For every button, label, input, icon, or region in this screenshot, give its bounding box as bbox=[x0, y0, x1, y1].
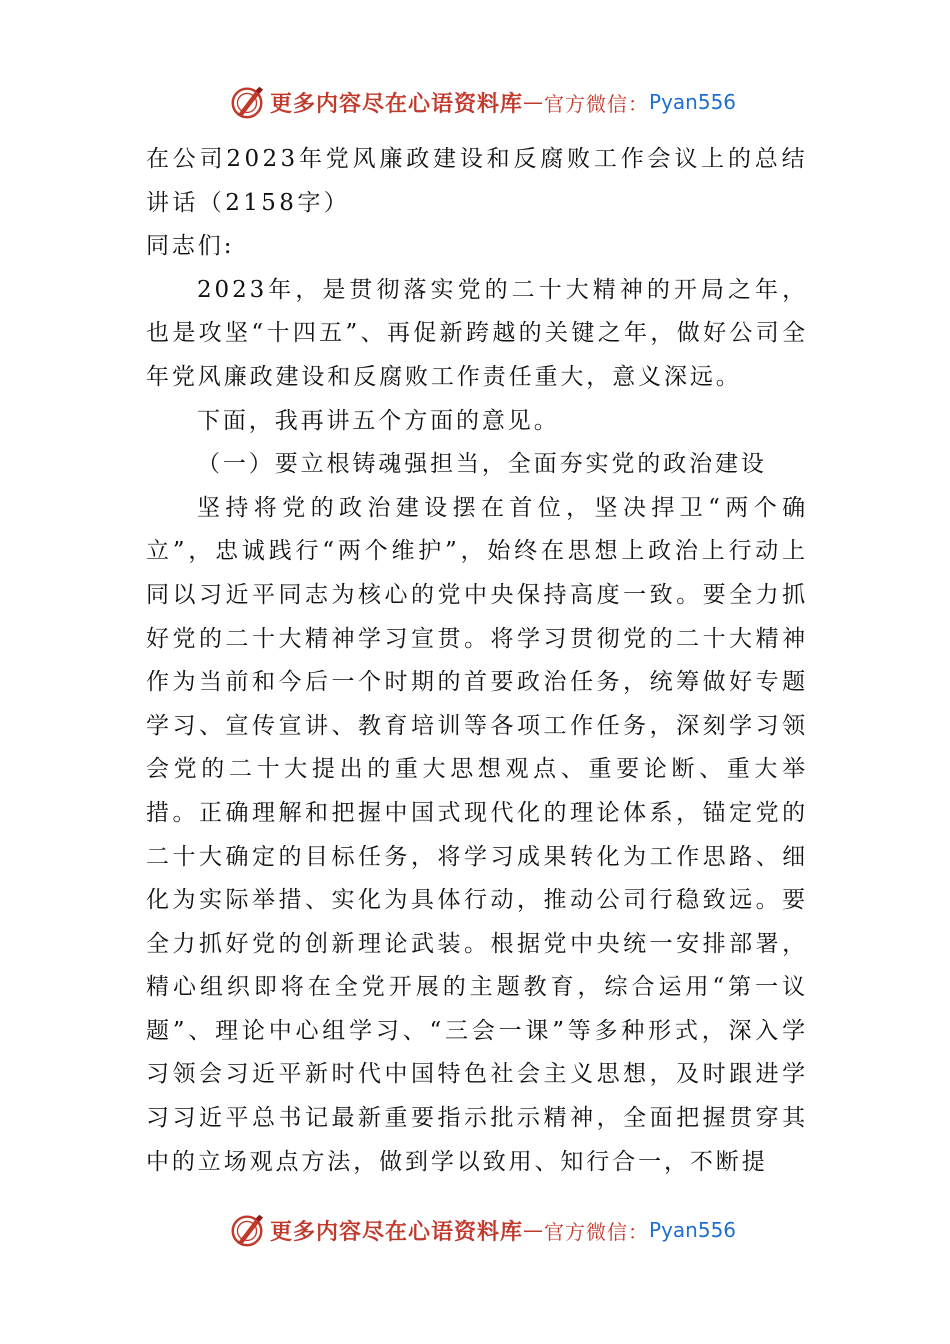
banner-site-text: 更多内容尽在心语资料库 bbox=[270, 91, 524, 117]
document-title: 在公司2023年党风廉政建设和反腐败工作会议上的总结讲话（2158字） bbox=[146, 146, 808, 216]
banner-wechat-id: Pyan556 bbox=[649, 90, 737, 114]
footer-watermark-banner bbox=[228, 1210, 748, 1250]
banner-dash: — bbox=[523, 90, 545, 114]
quill-seal-icon bbox=[228, 1211, 266, 1249]
paragraph-section-1: 坚持将党的政治建设摆在首位，坚决捍卫“两个确立”，忠诚践行“两个维护”，始终在思想上政治上行动上同以习近平同志为核心的党中央保持高度一致。要全力抓好党的二十大精神学习宣贯。将学习贯彻党的二十大精神作为当前和今后一个时期的首要政治任务，统筹做好专题学习、宣传宣讲、教育培训等各项工作任务，深刻学习领会党的二十大提出的重大思想观点、重要论断、重大举措。正确理解和把握中国式现代化的理论体系，锚定党的二十大确定的目标任务，将学习成果转化为工作思路、细化为实际举措、实化为具体行动，推动公司行稳致远。要全力抓好党的创新理论武装。根据党中央统一安排部署，精心组织即将在全党开展的主题教育，综合运用“第一议题”、理论中心组学习、“三会一课”等多种形式，深入学习领会习近平新时代中国特色社会主义思想，及时跟进学习习近平总书记最新重要指示批示精神，全面把握贯穿其中的立场观点方法，做到学以致用、知行合一，不断提 bbox=[146, 494, 808, 1175]
paragraph-transition: 下面，我再讲五个方面的意见。 bbox=[197, 407, 560, 434]
banner-site-text: 更多内容尽在心语资料库 bbox=[270, 1219, 524, 1245]
banner-wechat-id: Pyan556 bbox=[649, 1218, 737, 1242]
section-heading-1: （一）要立根铸魂强担当，全面夯实党的政治建设 bbox=[197, 451, 767, 478]
banner-wechat-label: 官方微信： bbox=[544, 91, 650, 116]
header-watermark-banner bbox=[228, 82, 748, 122]
salutation: 同志们: bbox=[146, 233, 235, 260]
document-body bbox=[146, 138, 808, 1184]
paragraph-intro: 2023年，是贯彻落实党的二十大精神的开局之年，也是攻坚“十四五”、再促新跨越的关键之年，做好公司全年党风廉政建设和反腐败工作责任重大，意义深远。 bbox=[146, 276, 808, 390]
quill-seal-icon bbox=[228, 83, 266, 121]
banner-dash: — bbox=[523, 1218, 545, 1242]
banner-wechat-label: 官方微信： bbox=[544, 1219, 650, 1244]
